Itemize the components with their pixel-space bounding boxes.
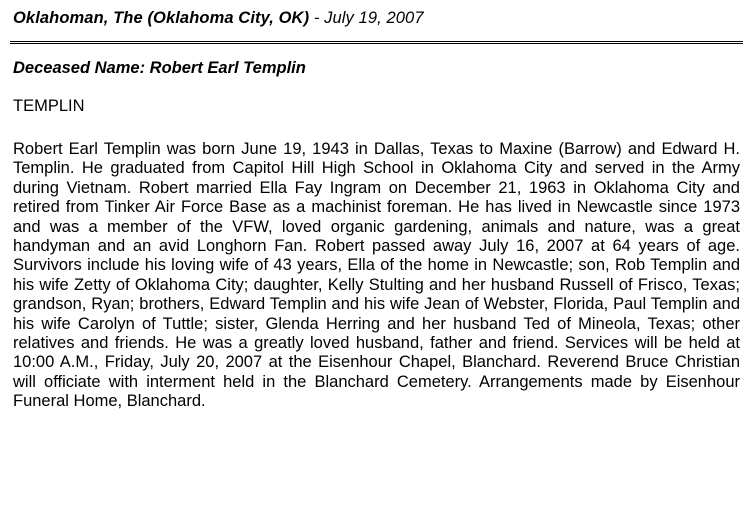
article-header bbox=[13, 9, 424, 28]
header-separator: - bbox=[309, 9, 325, 27]
deceased-name: Deceased Name: Robert Earl Templin bbox=[13, 59, 306, 77]
header-divider bbox=[10, 41, 743, 44]
publication-date: July 19, 2007 bbox=[324, 9, 424, 27]
newspaper-name: Oklahoman, The (Oklahoma City, OK) bbox=[13, 9, 310, 27]
surname-heading: TEMPLIN bbox=[13, 97, 85, 115]
obituary-body: Robert Earl Templin was born June 19, 1943 in Dallas, Texas to Maxine (Barrow) and Edward H. Templin. He graduated from Capitol Hill High School in Oklahoma City and served in the Army during Vietnam. Robert married Ella Fay Ingram on December 21, 1963 in Oklahoma City and retired from Tinker Air Force Base as a machinist foreman. He has lived in Newcastle since 1973 and was a member of the VFW, loved organic gardening, animals and nature, was a great handyman and an avid Longhorn Fan. Robert passed away July 16, 2007 at 64 years of age. Survivors include his loving wife of 43 years, Ella of the home in Newcastle; son, Rob Templin and his wife Zetty of Oklahoma City; daughter, Kelly Stulting and her husband Russell of Frisco, Texas; grandson, Ryan; brothers, Edward Templin and his wife Jean of Webster, Florida, Paul Templin and his wife Carolyn of Tuttle; sister, Glenda Herring and her husband Ted of Mineola, Texas; other relatives and friends. He was a greatly loved husband, father and friend. Services will be held at 10:00 A.M., Friday, July 20, 2007 at the Eisenhour Chapel, Blanchard. Reverend Bruce Christian will officiate with interment held in the Blanchard Cemetery. Arrangements made by Eisenhour Funeral Home, Blanchard. bbox=[13, 140, 740, 411]
